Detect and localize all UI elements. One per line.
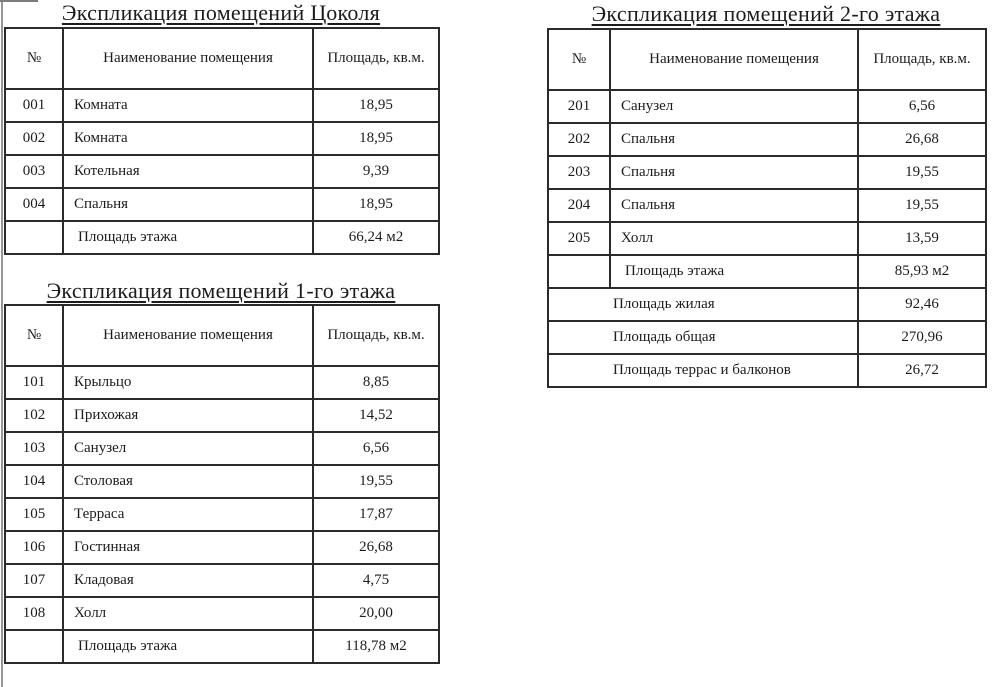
summary-value: 92,46 [858, 288, 986, 321]
summary-row-terraces-balconies [548, 354, 986, 387]
table-row [548, 156, 986, 189]
room-number: 004 [5, 188, 63, 221]
table-row [548, 222, 986, 255]
basement-table [4, 27, 440, 255]
room-name: Гостинная [63, 531, 313, 564]
room-name: Прихожая [63, 399, 313, 432]
table-row [5, 432, 439, 465]
table-row [5, 122, 439, 155]
floor2-header-row [548, 29, 986, 90]
room-number: 102 [5, 399, 63, 432]
summary-label: Площадь жилая [548, 288, 858, 321]
col-header-area: Площадь, кв.м. [313, 28, 439, 89]
room-area: 9,39 [313, 155, 439, 188]
col-header-room-name: Наименование помещения [610, 29, 858, 90]
col-header-area: Площадь, кв.м. [313, 305, 439, 366]
empty-cell [5, 221, 63, 254]
room-area: 18,95 [313, 188, 439, 221]
summary-label: Площадь общая [548, 321, 858, 354]
floor1-table [4, 304, 440, 664]
table-row [548, 90, 986, 123]
room-name: Санузел [610, 90, 858, 123]
room-name: Спальня [610, 156, 858, 189]
floor-total-row [5, 221, 439, 254]
room-area: 17,87 [313, 498, 439, 531]
room-name: Кладовая [63, 564, 313, 597]
basement-header-row [5, 28, 439, 89]
summary-label: Площадь террас и балконов [548, 354, 858, 387]
col-header-number: № [5, 305, 63, 366]
room-area: 20,00 [313, 597, 439, 630]
room-area: 18,95 [313, 122, 439, 155]
room-name: Терраса [63, 498, 313, 531]
empty-cell [548, 255, 610, 288]
summary-row-total-area [548, 321, 986, 354]
floor2-table [547, 28, 987, 388]
room-area: 8,85 [313, 366, 439, 399]
room-number: 106 [5, 531, 63, 564]
floor-total-label: Площадь этажа [610, 255, 858, 288]
table-row [548, 123, 986, 156]
table-row [548, 189, 986, 222]
floor-total-label: Площадь этажа [63, 630, 313, 663]
table-row [5, 399, 439, 432]
floor-total-value: 66,24 м2 [313, 221, 439, 254]
room-area: 6,56 [313, 432, 439, 465]
room-number: 108 [5, 597, 63, 630]
col-header-number: № [5, 28, 63, 89]
room-number: 105 [5, 498, 63, 531]
room-area: 4,75 [313, 564, 439, 597]
room-number: 204 [548, 189, 610, 222]
floor1-header-row [5, 305, 439, 366]
room-number: 003 [5, 155, 63, 188]
table-row [5, 465, 439, 498]
floor-total-row [548, 255, 986, 288]
room-number: 202 [548, 123, 610, 156]
summary-value: 26,72 [858, 354, 986, 387]
room-number: 107 [5, 564, 63, 597]
room-number: 001 [5, 89, 63, 122]
col-header-room-name: Наименование помещения [63, 305, 313, 366]
floor-total-label: Площадь этажа [63, 221, 313, 254]
room-name: Холл [610, 222, 858, 255]
table-row [5, 89, 439, 122]
room-name: Котельная [63, 155, 313, 188]
floor2-table-title: Экспликация помещений 2-го этажа [591, 1, 941, 26]
room-number: 103 [5, 432, 63, 465]
room-name: Столовая [63, 465, 313, 498]
floor1-table-title: Экспликация помещений 1-го этажа [46, 278, 396, 303]
table-row [5, 597, 439, 630]
table-row [5, 564, 439, 597]
table-row [5, 155, 439, 188]
floor-total-value: 118,78 м2 [313, 630, 439, 663]
basement-table-title: Экспликация помещений Цоколя [61, 0, 381, 25]
empty-cell [5, 630, 63, 663]
room-number: 201 [548, 90, 610, 123]
col-header-area: Площадь, кв.м. [858, 29, 986, 90]
room-name: Спальня [63, 188, 313, 221]
room-name: Холл [63, 597, 313, 630]
room-name: Спальня [610, 189, 858, 222]
page-frame-left-line [1, 0, 3, 687]
room-area: 13,59 [858, 222, 986, 255]
col-header-number: № [548, 29, 610, 90]
room-name: Крыльцо [63, 366, 313, 399]
room-number: 203 [548, 156, 610, 189]
table-row [5, 366, 439, 399]
room-area: 6,56 [858, 90, 986, 123]
room-area: 26,68 [313, 531, 439, 564]
room-area: 19,55 [313, 465, 439, 498]
room-area: 18,95 [313, 89, 439, 122]
room-name: Санузел [63, 432, 313, 465]
room-number: 205 [548, 222, 610, 255]
room-number: 104 [5, 465, 63, 498]
room-area: 14,52 [313, 399, 439, 432]
room-area: 19,55 [858, 189, 986, 222]
room-name: Спальня [610, 123, 858, 156]
table-row [5, 531, 439, 564]
room-number: 002 [5, 122, 63, 155]
room-area: 19,55 [858, 156, 986, 189]
floor-total-row [5, 630, 439, 663]
room-number: 101 [5, 366, 63, 399]
summary-row-living-area [548, 288, 986, 321]
floor-total-value: 85,93 м2 [858, 255, 986, 288]
summary-value: 270,96 [858, 321, 986, 354]
table-row [5, 188, 439, 221]
room-area: 26,68 [858, 123, 986, 156]
room-name: Комната [63, 89, 313, 122]
table-row [5, 498, 439, 531]
col-header-room-name: Наименование помещения [63, 28, 313, 89]
room-name: Комната [63, 122, 313, 155]
